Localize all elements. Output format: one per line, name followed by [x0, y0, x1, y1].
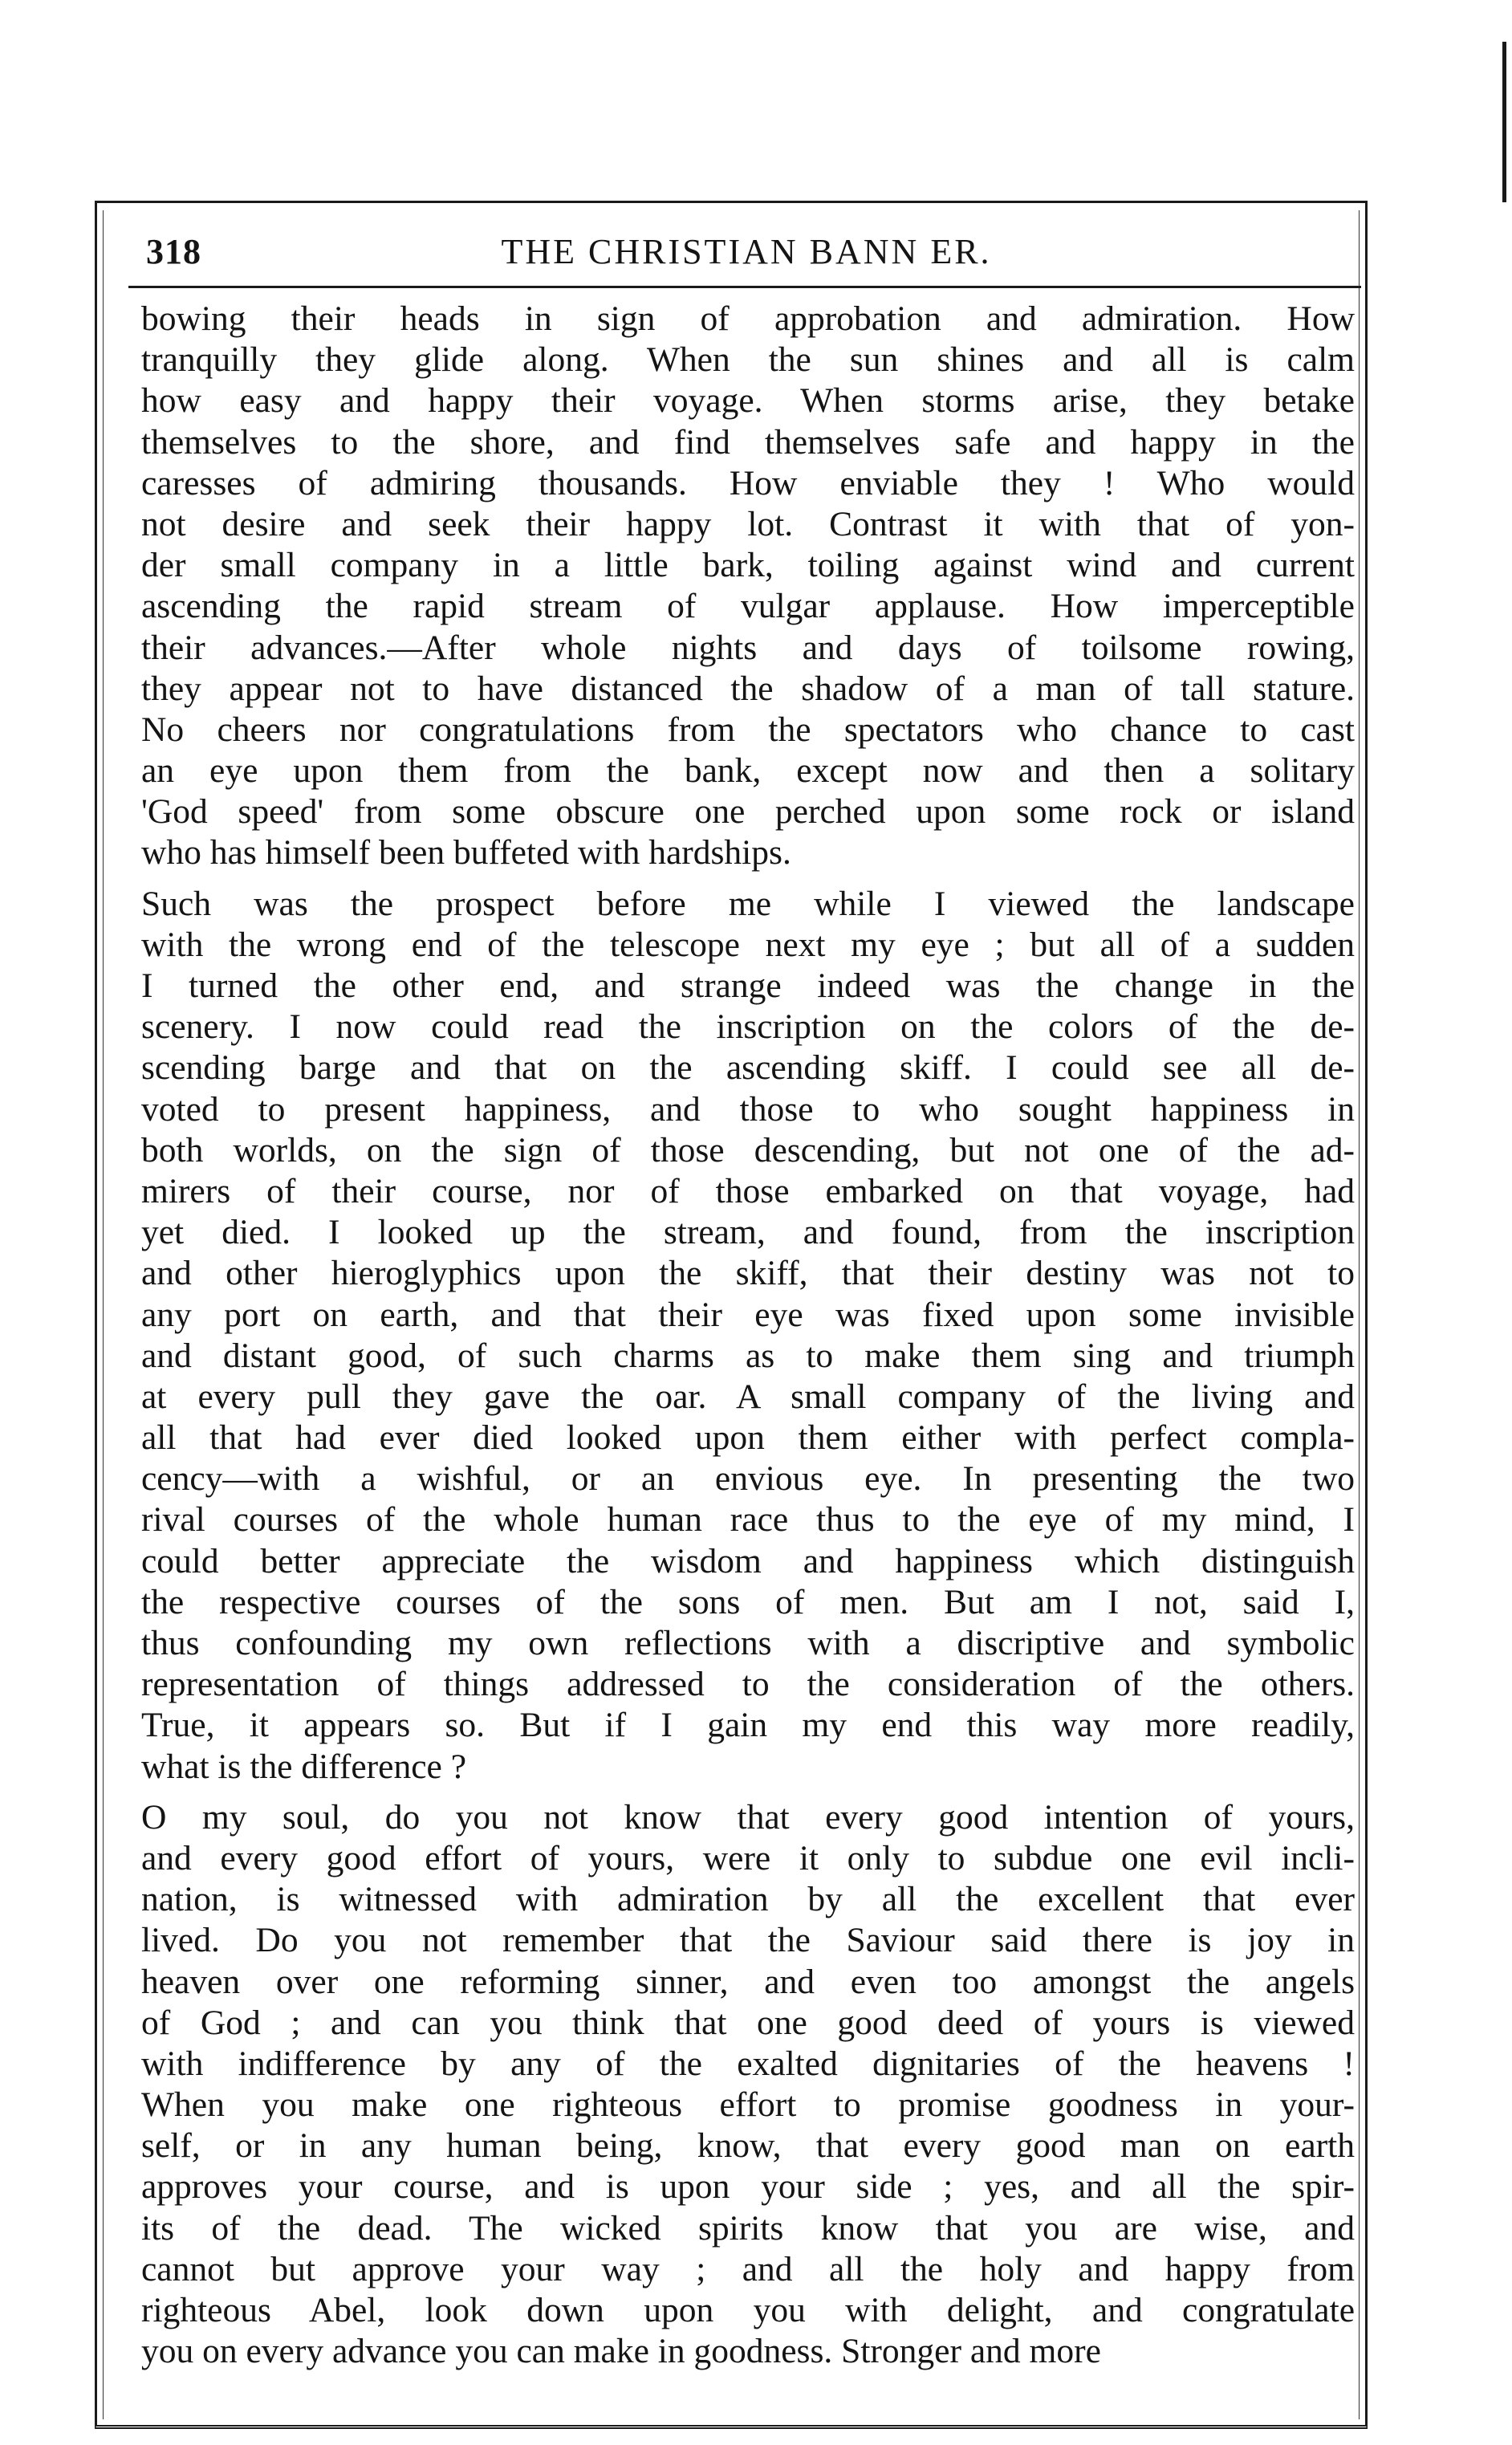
article-body	[141, 299, 1355, 2372]
text-line: of God ; and can you think that one good deed of yours is viewed	[141, 2003, 1355, 2042]
text-line: 'God speed' from some obscure one perched upon some rock or island	[141, 792, 1355, 832]
text-line: you on every advance you can make in goodness. Stronger and more	[141, 2332, 1101, 2371]
text-line: scending barge and that on the ascending skiff. I could see all de-	[141, 1048, 1355, 1088]
text-line: all that had ever died looked upon them either with perfect compla-	[141, 1418, 1355, 1458]
text-line: caresses of admiring thousands. How enviable they ! Who would	[141, 463, 1355, 502]
scan-edge-mark	[1502, 42, 1506, 202]
text-line: voted to present happiness, and those to who sought happiness in	[141, 1089, 1355, 1129]
text-line: rival courses of the whole human race thus to the eye of my mind, I	[141, 1500, 1355, 1540]
text-line: what is the difference ?	[141, 1747, 467, 1786]
text-line: approves your course, and is upon your side ; yes, and all the spir-	[141, 2167, 1355, 2207]
text-line: When you make one righteous effort to promise goodness in your-	[141, 2085, 1355, 2125]
header-rule	[128, 286, 1361, 288]
text-line: I turned the other end, and strange indeed was the change in the	[141, 966, 1355, 1005]
text-line: and distant good, of such charms as to make them sing and triumph	[141, 1336, 1355, 1375]
paragraph-gap	[141, 874, 1355, 884]
text-line: who has himself been buffeted with hardships.	[141, 833, 791, 873]
text-line: not desire and seek their happy lot. Contrast it with that of yon-	[141, 504, 1355, 543]
text-line: any port on earth, and that their eye was fixed upon some invisible	[141, 1295, 1355, 1334]
text-line: mirers of their course, nor of those embarked on that voyage, had	[141, 1171, 1355, 1210]
text-line: representation of things addressed to the consideration of the others.	[141, 1665, 1355, 1704]
text-line: and every good effort of yours, were it only to subdue one evil incli-	[141, 1838, 1355, 1877]
text-line: cannot but approve your way ; and all the holy and happy from	[141, 2249, 1355, 2288]
paragraph-gap	[141, 1788, 1355, 1797]
text-line: could better appreciate the wisdom and happiness which distinguish	[141, 1541, 1355, 1581]
text-line: lived. Do you not remember that the Saviour said there is joy in	[141, 1921, 1355, 1960]
text-line: and other hieroglyphics upon the skiff, that their destiny was not to	[141, 1254, 1355, 1293]
text-line: cency—with a wishful, or an envious eye. In presenting the two	[141, 1459, 1355, 1499]
text-line: nation, is witnessed with admiration by all the excellent that ever	[141, 1880, 1355, 1919]
text-line: their advances.—After whole nights and days of toilsome rowing,	[141, 628, 1355, 667]
text-line: with the wrong end of the telescope next my eye ; but all of a sudden	[141, 925, 1355, 964]
text-line: self, or in any human being, know, that every good man on earth	[141, 2126, 1355, 2166]
text-line: with indifference by any of the exalted dignitaries of the heavens !	[141, 2044, 1355, 2083]
text-line: der small company in a little bark, toiling against wind and current	[141, 546, 1355, 585]
text-line: tranquilly they glide along. When the sun shines and all is calm	[141, 340, 1355, 380]
text-line: thus confounding my own reflections with a discriptive and symbolic	[141, 1624, 1355, 1662]
text-line: both worlds, on the sign of those descending, but not one of the ad-	[141, 1130, 1355, 1170]
text-line: its of the dead. The wicked spirits know that you are wise, and	[141, 2208, 1355, 2248]
text-line: Such was the prospect before me while I viewed the landscape	[141, 884, 1355, 923]
text-line: at every pull they gave the oar. A small company of the living and	[141, 1377, 1355, 1416]
text-line: an eye upon them from the bank, except now and then a solitary	[141, 751, 1355, 791]
text-line: how easy and happy their voyage. When storms arise, they betake	[141, 381, 1355, 421]
text-line: themselves to the shore, and find themselves safe and happy in the	[141, 422, 1355, 462]
journal-title: THE CHRISTIAN BANN ER.	[501, 232, 992, 271]
running-header	[136, 231, 1356, 279]
text-line: scenery. I now could read the inscription on the colors of the de-	[141, 1007, 1355, 1047]
text-line: heaven over one reforming sinner, and even too amongst the angels	[141, 1962, 1355, 2001]
text-line: bowing their heads in sign of approbation and admiration. How	[141, 299, 1355, 338]
text-line: yet died. I looked up the stream, and found, from the inscription	[141, 1213, 1355, 1252]
text-line: they appear not to have distanced the shadow of a man of tall stature.	[141, 669, 1355, 708]
page-number: 318	[146, 232, 201, 271]
text-line: the respective courses of the sons of men. But am I not, said I,	[141, 1582, 1355, 1621]
text-line: righteous Abel, look down upon you with delight, and congratulate	[141, 2291, 1355, 2329]
text-line: No cheers nor congratulations from the spectators who chance to cast	[141, 710, 1355, 749]
text-line: O my soul, do you not know that every good intention of yours,	[141, 1797, 1355, 1837]
text-line: True, it appears so. But if I gain my end this way more readily,	[141, 1706, 1355, 1745]
text-line: ascending the rapid stream of vulgar applause. How imperceptible	[141, 587, 1355, 626]
